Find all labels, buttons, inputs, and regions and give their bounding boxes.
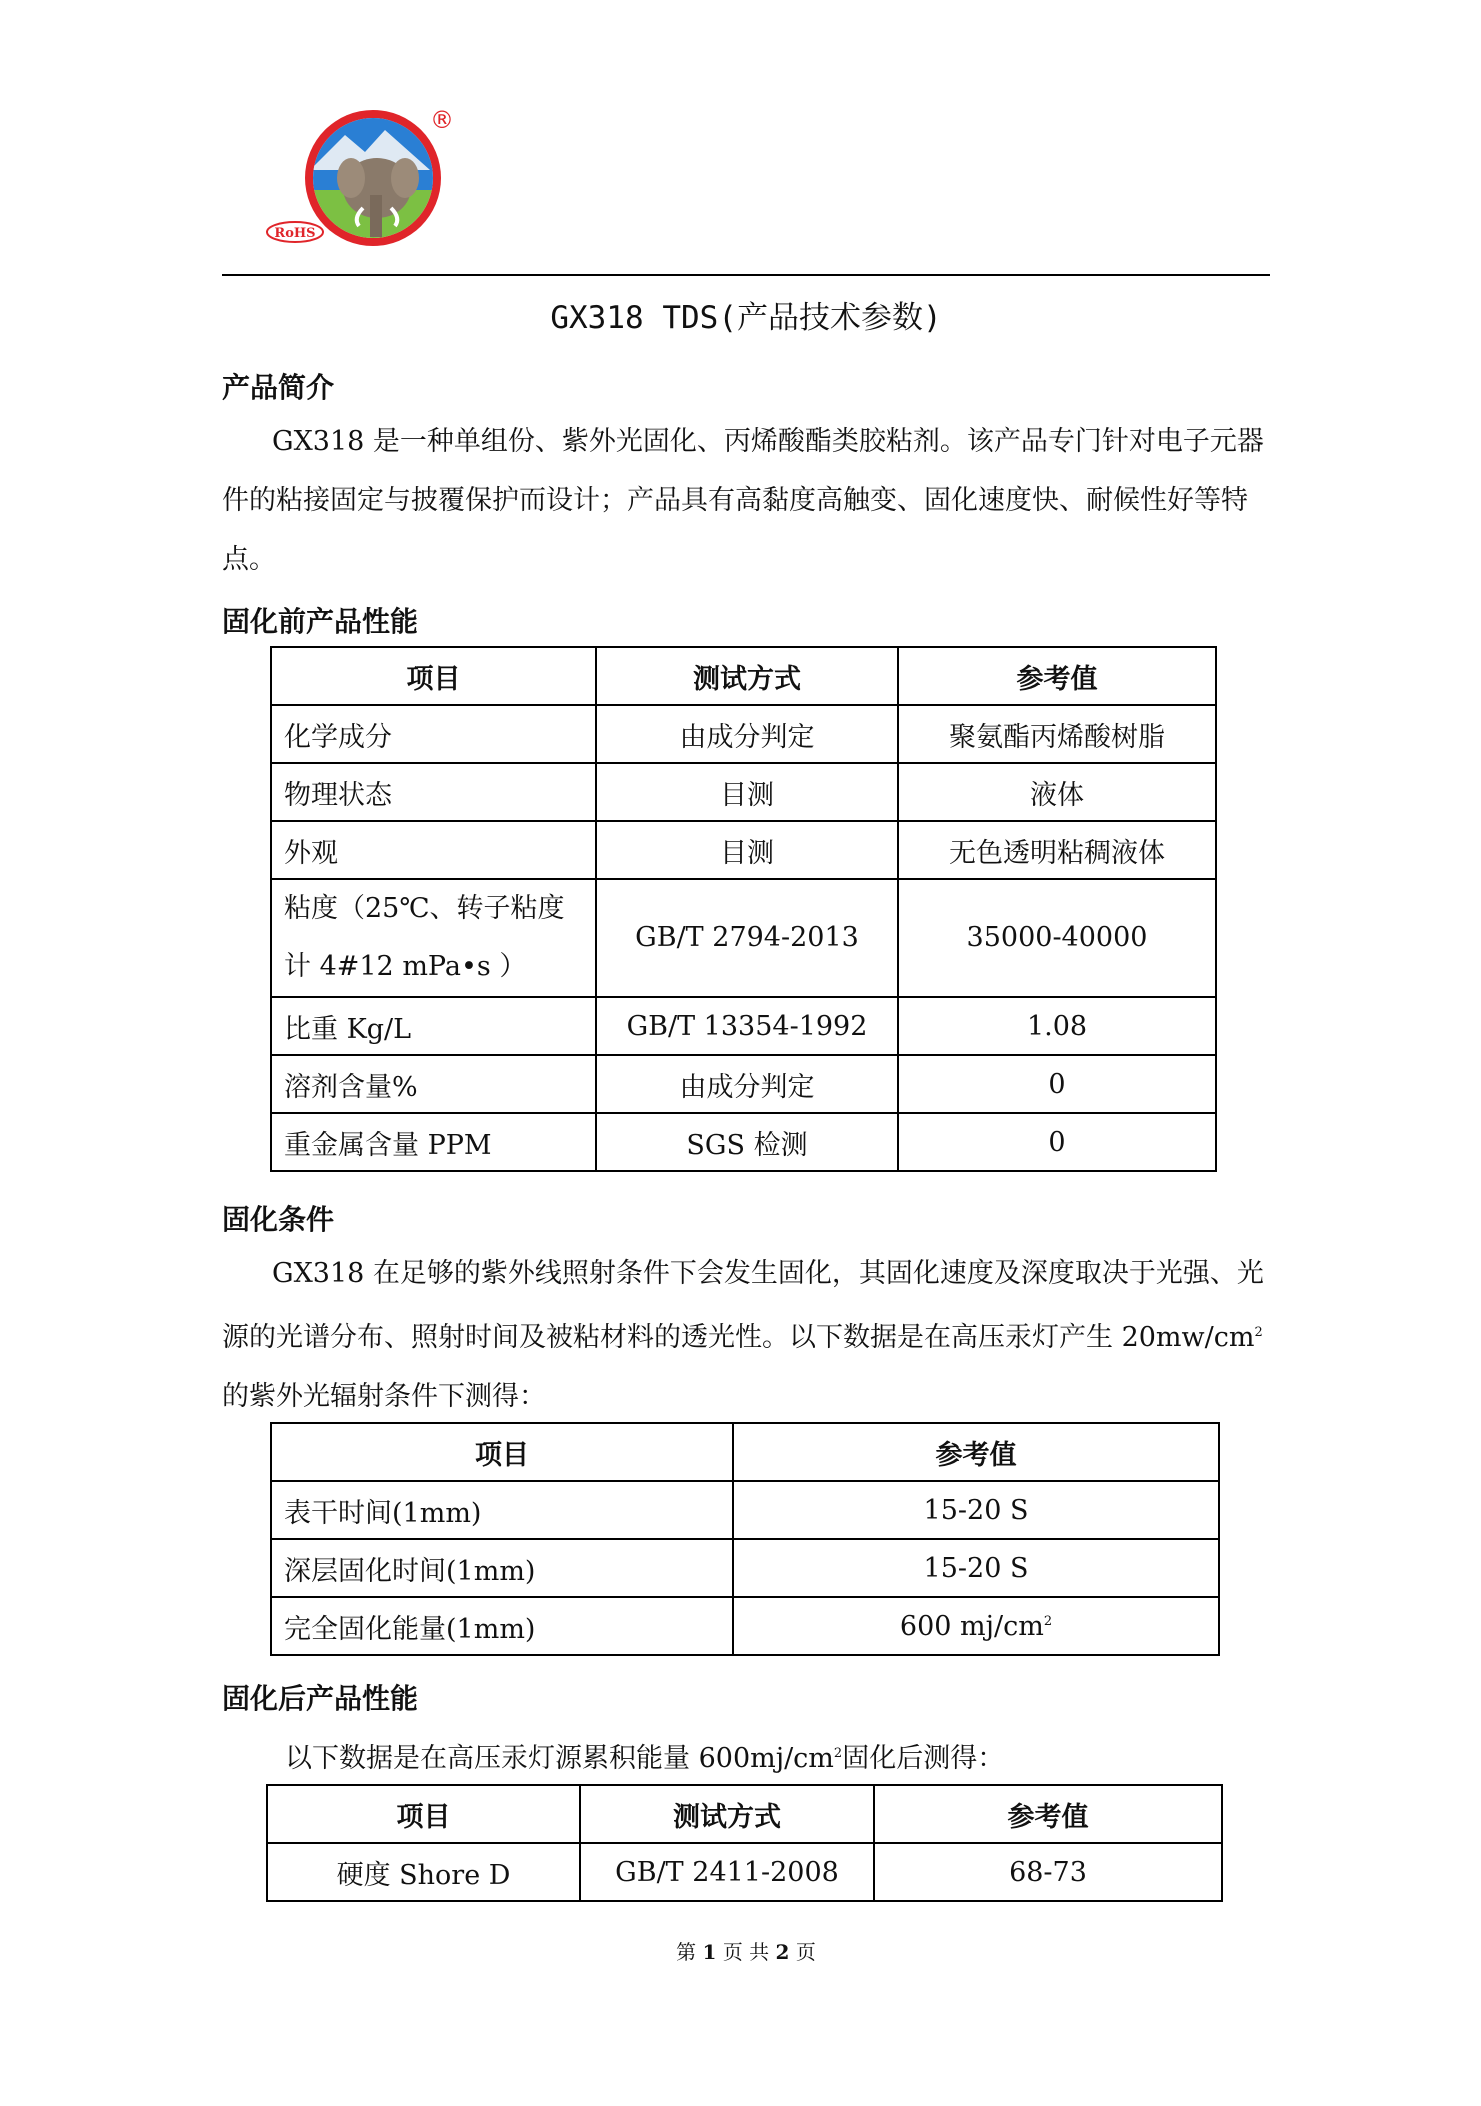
rohs-badge: RoHS [274, 226, 316, 241]
superscript: 2 [1254, 1325, 1263, 1340]
table-row [271, 1113, 1216, 1171]
table-header-row [267, 1785, 1222, 1843]
cell-method: GB/T 2411-2008 [580, 1843, 874, 1901]
cell-item: 重金属含量 PPM [271, 1113, 596, 1171]
table-row [271, 821, 1216, 879]
table-header-row [271, 647, 1216, 705]
table-row [271, 763, 1216, 821]
cell-method: SGS 检测 [596, 1113, 898, 1171]
cell-value: 15-20 S [733, 1481, 1219, 1539]
cell-item: 外观 [271, 821, 596, 879]
cell-item: 粘度（25℃、转子粘度计 4#12 mPa•s ） [271, 879, 596, 997]
header-rule [222, 274, 1270, 276]
cell-method: 由成分判定 [596, 1055, 898, 1113]
cell-item: 化学成分 [271, 705, 596, 763]
registered-mark: ® [430, 106, 454, 134]
elephant-logo [255, 100, 460, 260]
table-row [271, 705, 1216, 763]
cell-value: 无色透明粘稠液体 [898, 821, 1216, 879]
table-row [271, 879, 1216, 997]
cell-value: 聚氨酯丙烯酸树脂 [898, 705, 1216, 763]
cell-value [733, 1597, 1219, 1655]
table-cure-conditions [270, 1422, 1220, 1656]
cell-item: 深层固化时间(1mm) [271, 1539, 733, 1597]
heading-intro: 产品简介 [222, 371, 335, 404]
heading-cure-conditions: 固化条件 [222, 1203, 335, 1236]
table-pre-cure [270, 646, 1217, 1172]
table-row [271, 1481, 1219, 1539]
footer-post: 页 [795, 1940, 816, 1964]
cell-method: 目测 [596, 763, 898, 821]
cell-item: 物理状态 [271, 763, 596, 821]
cure-text-part2: 的紫外光辐射条件下测得： [222, 1381, 546, 1412]
col-header-value: 参考值 [898, 647, 1216, 705]
col-header-value: 参考值 [733, 1423, 1219, 1481]
col-header-method: 测试方式 [596, 647, 898, 705]
cell-value: 1.08 [898, 997, 1216, 1055]
footer-mid: 页 共 [722, 1940, 770, 1964]
post-note-part1: 以下数据是在高压汞灯源累积能量 600mj/cm [285, 1743, 834, 1774]
col-header-method: 测试方式 [580, 1785, 874, 1843]
cell-item: 完全固化能量(1mm) [271, 1597, 733, 1655]
superscript: 2 [833, 1746, 843, 1761]
cell-item: 比重 Kg/L [271, 997, 596, 1055]
page-title: GX318 TDS(产品技术参数) [550, 300, 942, 336]
table-post-cure [266, 1784, 1223, 1902]
table-row [267, 1843, 1222, 1901]
cell-method: 由成分判定 [596, 705, 898, 763]
table-row [271, 997, 1216, 1055]
col-header-value: 参考值 [874, 1785, 1222, 1843]
intro-paragraph: GX318 是一种单组份、紫外光固化、丙烯酸酯类胶粘剂。该产品专门针对电子元器件的粘接固定与披覆保护而设计；产品具有高黏度高触变、固化速度快、耐候性好等特点。 [222, 426, 1264, 575]
cell-value: 68-73 [874, 1843, 1222, 1901]
cell-item: 硬度 Shore D [267, 1843, 580, 1901]
col-header-item: 项目 [271, 1423, 733, 1481]
cell-item: 表干时间(1mm) [271, 1481, 733, 1539]
heading-post-cure: 固化后产品性能 [222, 1682, 419, 1715]
cure-text-part1: GX318 在足够的紫外线照射条件下会发生固化，其固化速度及深度取决于光强、光源的光谱分布、照射时间及被粘材料的透光性。以下数据是在高压汞灯产生 20mw/cm [222, 1258, 1264, 1353]
table-row [271, 1597, 1219, 1655]
page-total: 2 [775, 1940, 790, 1964]
cell-value: 液体 [898, 763, 1216, 821]
table-row [271, 1055, 1216, 1113]
col-header-item: 项目 [267, 1785, 580, 1843]
cell-value-text: 600 mj/cm [899, 1610, 1044, 1642]
footer-pre: 第 [676, 1940, 697, 1964]
post-note [285, 1736, 1004, 1775]
cell-value: 0 [898, 1113, 1216, 1171]
cell-value: 15-20 S [733, 1539, 1219, 1597]
cell-method: 目测 [596, 821, 898, 879]
table-header-row [271, 1423, 1219, 1481]
superscript: 2 [1043, 1613, 1053, 1629]
col-header-item: 项目 [271, 647, 596, 705]
cell-method: GB/T 2794-2013 [596, 879, 898, 997]
cell-value: 35000-40000 [898, 879, 1216, 997]
cure-paragraph [222, 1244, 1272, 1426]
page-footer [222, 1936, 1270, 1965]
cell-method: GB/T 13354-1992 [596, 997, 898, 1055]
cell-value: 0 [898, 1055, 1216, 1113]
post-note-part2: 固化后测得： [842, 1743, 1005, 1774]
page-number: 1 [702, 1940, 717, 1964]
heading-pre-cure: 固化前产品性能 [222, 605, 419, 638]
cell-item: 溶剂含量% [271, 1055, 596, 1113]
table-row [271, 1539, 1219, 1597]
